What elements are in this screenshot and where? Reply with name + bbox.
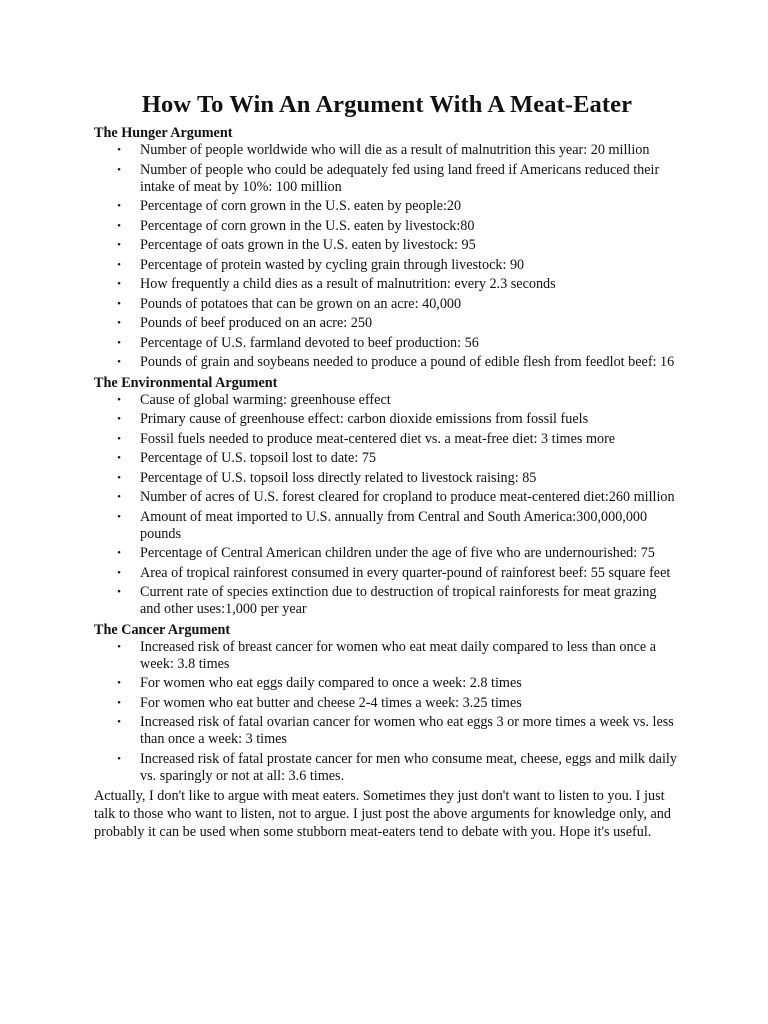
- list-item-text: Cause of global warming: greenhouse effect: [140, 391, 391, 408]
- bullet-icon: •: [117, 317, 121, 329]
- list-item-text: Percentage of corn grown in the U.S. eaten by people:20: [140, 198, 462, 214]
- list-item: [94, 545, 680, 562]
- section-heading: The Environmental Argument: [94, 374, 278, 391]
- list-item-text: Increased risk of fatal ovarian cancer for women who eat eggs 3 or more times a week vs. less than once a week: 3 times: [140, 714, 674, 747]
- list-item-text: Increased risk of breast cancer for women who eat meat daily compared to less than once a week: 3.8 times: [140, 638, 657, 672]
- list-item: [94, 639, 680, 673]
- closing-paragraph: Actually, I don't like to argue with meat eaters. Sometimes they just don't want to listen to you. I just talk to those who want to listen, not to argue. I just post the above arguments for knowledge only, and probably it can be used when some stubborn meat-eaters tend to debate with you. Hope it's useful.: [94, 788, 671, 840]
- list-item-text: Percentage of U.S. farmland devoted to beef production: 56: [140, 334, 479, 351]
- list-item: [94, 565, 680, 582]
- bullet-icon: •: [117, 219, 121, 232]
- bullet-icon: •: [117, 432, 121, 445]
- list-item-text: Percentage of oats grown in the U.S. eaten by livestock: 95: [140, 237, 476, 253]
- list-item: [94, 354, 680, 371]
- bullet-icon: •: [117, 144, 121, 156]
- list-item: [94, 335, 680, 352]
- bullet-icon: •: [117, 336, 121, 349]
- list-item-text: Primary cause of greenhouse effect: carbon dioxide emissions from fossil fuels: [140, 411, 589, 427]
- bullet-icon: •: [117, 452, 121, 464]
- list-item: [94, 276, 680, 293]
- sections-container: [94, 124, 680, 785]
- list-item-text: Pounds of beef produced on an acre: 250: [140, 315, 373, 331]
- list-item-text: Percentage of corn grown in the U.S. eaten by livestock:80: [140, 217, 475, 234]
- list-item: [94, 714, 680, 748]
- bullet-list: [94, 392, 680, 619]
- bullet-icon: •: [117, 393, 121, 406]
- list-item-text: For women who eat eggs daily compared to once a week: 2.8 times: [140, 675, 522, 691]
- section-heading: The Hunger Argument: [94, 125, 233, 141]
- list-item-text: Percentage of U.S. topsoil lost to date: 75: [140, 450, 377, 466]
- list-item-text: Percentage of Central American children under the age of five who are undernourished: 75: [140, 545, 655, 561]
- list-item: [94, 142, 680, 159]
- list-item: [94, 675, 680, 692]
- bullet-list: [94, 142, 680, 371]
- list-item-text: Percentage of protein wasted by cycling grain through livestock: 90: [140, 256, 525, 273]
- bullet-icon: •: [117, 297, 121, 310]
- list-item: [94, 315, 680, 332]
- list-item-text: Number of people worldwide who will die as a result of malnutrition this year: 20 million: [140, 142, 650, 158]
- bullet-icon: •: [117, 677, 121, 689]
- list-item: [94, 411, 680, 428]
- list-item: [94, 237, 680, 254]
- list-item-text: How frequently a child dies as a result of malnutrition: every 2.3 seconds: [140, 276, 556, 292]
- bullet-icon: •: [117, 471, 121, 484]
- list-item-text: Increased risk of fatal prostate cancer for men who consume meat, cheese, eggs and milk daily vs. sparingly or not at all: 3.6 times.: [140, 750, 677, 784]
- list-item: [94, 489, 680, 506]
- list-item: [94, 162, 680, 196]
- list-item-text: Amount of meat imported to U.S. annually from Central and South America:300,000,000 pounds: [140, 508, 648, 542]
- list-item-text: Number of acres of U.S. forest cleared for cropland to produce meat-centered diet:260 million: [140, 489, 675, 505]
- list-item: [94, 584, 680, 618]
- list-item: [94, 257, 680, 274]
- bullet-icon: •: [117, 547, 121, 559]
- list-item: [94, 296, 680, 313]
- bullet-icon: •: [117, 278, 121, 290]
- list-item-text: Pounds of grain and soybeans needed to produce a pound of edible flesh from feedlot beef: 16: [140, 354, 675, 370]
- list-item: [94, 392, 680, 409]
- bullet-icon: •: [117, 413, 121, 425]
- list-item: [94, 431, 680, 448]
- bullet-icon: •: [117, 696, 121, 709]
- bullet-icon: •: [117, 200, 121, 212]
- list-item: [94, 751, 680, 785]
- list-item: [94, 218, 680, 235]
- bullet-icon: •: [117, 716, 121, 728]
- bullet-icon: •: [117, 258, 121, 271]
- list-item-text: Area of tropical rainforest consumed in every quarter-pound of rainforest beef: 55 square feet: [140, 564, 671, 581]
- bullet-icon: •: [117, 163, 121, 176]
- list-item: [94, 695, 680, 712]
- list-item-text: Percentage of U.S. topsoil loss directly related to livestock raising: 85: [140, 469, 537, 486]
- bullet-icon: •: [117, 491, 121, 503]
- list-item-text: Fossil fuels needed to produce meat-centered diet vs. a meat-free diet: 3 times more: [140, 430, 616, 447]
- list-item: [94, 198, 680, 215]
- page-title: How To Win An Argument With A Meat-Eater: [141, 91, 633, 118]
- list-item: [94, 470, 680, 487]
- bullet-icon: •: [117, 566, 121, 579]
- list-item-text: For women who eat butter and cheese 2-4 times a week: 3.25 times: [140, 694, 522, 711]
- section-heading: The Cancer Argument: [94, 621, 231, 638]
- bullet-icon: •: [117, 752, 121, 765]
- list-item-text: Number of people who could be adequately fed using land freed if Americans reduced their intake of meat by 10%: 100 million: [140, 161, 660, 195]
- bullet-icon: •: [117, 586, 121, 598]
- bullet-icon: •: [117, 356, 121, 368]
- bullet-icon: •: [117, 510, 121, 523]
- bullet-list: [94, 639, 680, 785]
- list-item-text: Current rate of species extinction due to destruction of tropical rainforests for meat grazing and other uses:1,000 per year: [140, 584, 657, 617]
- list-item: [94, 509, 680, 543]
- list-item: [94, 450, 680, 467]
- bullet-icon: •: [117, 640, 121, 653]
- bullet-icon: •: [117, 239, 121, 251]
- list-item-text: Pounds of potatoes that can be grown on an acre: 40,000: [140, 295, 462, 312]
